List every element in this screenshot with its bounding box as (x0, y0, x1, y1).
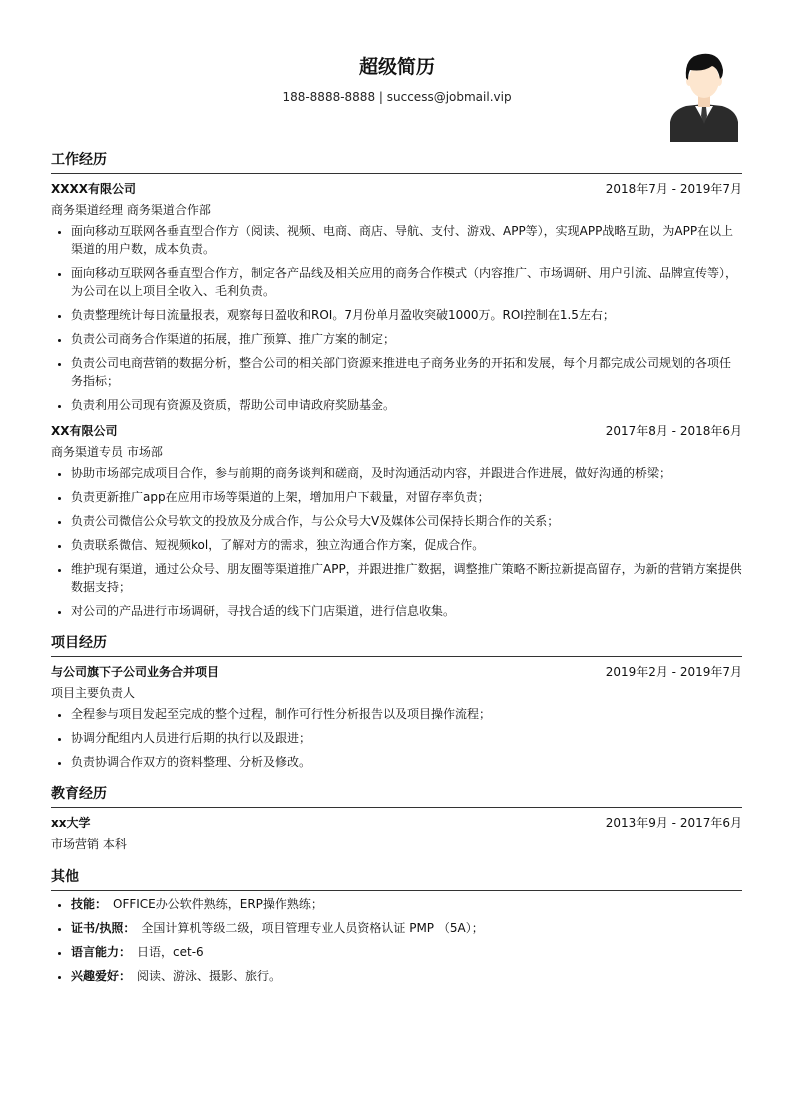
list-item: • 维护现有渠道，通过公众号、朋友圈等渠道推广APP，并跟进推广数据，调整推广策略不断拉新提高留存，为新的营销方案提供数据支持； (71, 560, 742, 596)
education-section (51, 782, 742, 854)
entry-date: 2017年8月 - 2018年6月 (605, 424, 742, 438)
section-title: 工作经历 (51, 148, 742, 174)
list-item: • 全程参与项目发起至完成的整个过程，制作可行性分析报告以及项目操作流程； (71, 705, 742, 723)
person-avatar-icon (668, 46, 740, 142)
list-item: • 对公司的产品进行市场调研，寻找合适的线下门店渠道，进行信息收集。 (71, 602, 742, 620)
other-list (51, 895, 742, 985)
entry-role: 商务渠道专员 市场部 (51, 445, 163, 459)
entry-org: xx大学 (51, 816, 91, 830)
work-entry (51, 420, 742, 620)
list-item: • 负责更新推广app在应用市场等渠道的上架，增加用户下载量，对留存率负责； (71, 488, 742, 506)
entry-bullets (51, 222, 742, 414)
avatar (668, 46, 740, 142)
entry-org: XXXX有限公司 (51, 182, 137, 196)
list-item: • 负责利用公司现有资源及资质，帮助公司申请政府奖励基金。 (71, 396, 742, 414)
list-item: • 协助市场部完成项目合作，参与前期的商务谈判和磋商，及时沟通活动内容，并跟进合作进展，做好沟通的桥梁； (71, 464, 742, 482)
section-title: 项目经历 (51, 631, 742, 657)
entry-org: XX有限公司 (51, 424, 118, 438)
entry-role: 项目主要负责人 (51, 686, 136, 700)
education-entry (51, 812, 742, 854)
section-title: 教育经历 (51, 782, 742, 808)
list-item: • 面向移动互联网各垂直型合作方，制定各产品线及相关应用的商务合作模式（内容推广、市场调研、用户引流、品牌宣传等），为公司在以上项目全收入、毛利负责。 (71, 264, 742, 300)
other-label: 兴趣爱好： (71, 969, 132, 983)
other-value: 全国计算机等级二级，项目管理专业人员资格认证 PMP （5A）； (141, 921, 484, 935)
other-label: 证书/执照： (71, 921, 136, 935)
list-item (71, 895, 742, 913)
other-value: 阅读、游泳、摄影、旅行。 (137, 969, 282, 983)
entry-date: 2013年9月 - 2017年6月 (605, 816, 742, 830)
list-item: • 负责公司微信公众号软文的投放及分成合作，与公众号大V及媒体公司保持长期合作的关系； (71, 512, 742, 530)
list-item (71, 943, 742, 961)
work-section (51, 148, 742, 620)
entry-role: 商务渠道经理 商务渠道合作部 (51, 203, 211, 217)
contact-info: 188-8888-8888 | success@jobmail.vip (282, 90, 512, 104)
other-label: 技能： (71, 897, 108, 911)
entry-date: 2019年2月 - 2019年7月 (605, 665, 742, 679)
project-entry (51, 661, 742, 771)
list-item: • 负责协调合作双方的资料整理、分析及修改。 (71, 753, 742, 771)
entry-role: 市场营销 本科 (51, 837, 127, 851)
entry-bullets (51, 705, 742, 771)
work-entry (51, 178, 742, 414)
section-title: 其他 (51, 865, 742, 891)
list-item: • 面向移动互联网各垂直型合作方（阅读、视频、电商、商店、导航、支付、游戏、APP等），实现APP战略互助，为APP在以上渠道的用户数，成本负责。 (71, 222, 742, 258)
list-item (71, 919, 742, 937)
other-label: 语言能力： (71, 945, 132, 959)
list-item: • 负责公司商务合作渠道的拓展，推广预算、推广方案的制定； (71, 330, 742, 348)
project-section (51, 631, 742, 771)
entry-bullets (51, 464, 742, 620)
list-item: • 负责公司电商营销的数据分析，整合公司的相关部门资源来推进电子商务业务的开拓和发展，每个月都完成公司规划的各项任务指标； (71, 354, 742, 390)
list-item: • 负责联系微信、短视频kol，了解对方的需求，独立沟通合作方案，促成合作。 (71, 536, 742, 554)
list-item (71, 967, 742, 985)
entry-org: 与公司旗下子公司业务合并项目 (51, 665, 220, 679)
list-item: • 负责整理统计每日流量报表，观察每日盈收和ROI。7月份单月盈收突破1000万。ROI控制在1.5左右； (71, 306, 742, 324)
entry-date: 2018年7月 - 2019年7月 (605, 182, 742, 196)
other-section (51, 865, 742, 985)
other-value: 日语，cet-6 (137, 945, 204, 959)
resume-name: 超级简历 (358, 56, 435, 78)
other-value: OFFICE办公软件熟练，ERP操作熟练； (113, 897, 323, 911)
list-item: • 协调分配组内人员进行后期的执行以及跟进； (71, 729, 742, 747)
resume-content (51, 148, 742, 996)
